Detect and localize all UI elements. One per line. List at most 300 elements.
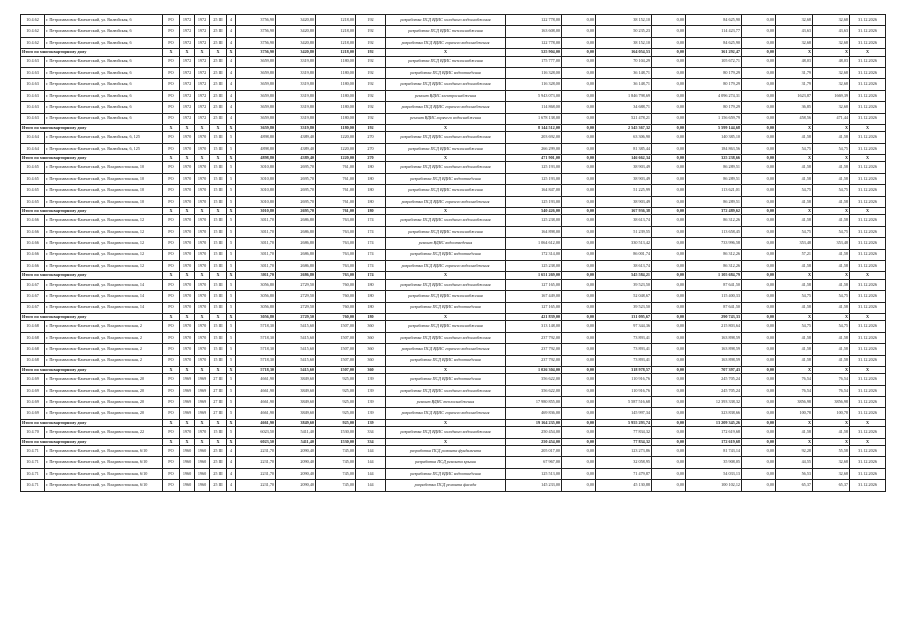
- nonliving-area-cell: 1220,00: [316, 132, 356, 143]
- municipal-cost-cell: 0,00: [652, 313, 686, 320]
- row-number-cell: 10.4.67: [21, 291, 45, 302]
- residents-cell: 192: [356, 56, 386, 67]
- wear-rating-cell: 25 III: [210, 113, 227, 124]
- max-unit-cost-cell: 32,68: [813, 37, 850, 48]
- max-unit-cost-cell: 76,54: [813, 385, 850, 396]
- living-area-cell: 3420,80: [276, 49, 316, 56]
- regional-cost-cell: 2 545 367,32: [596, 124, 652, 131]
- regional-cost-cell: 81 385,44: [596, 143, 652, 154]
- row-number-cell: 10.4.66: [21, 238, 45, 249]
- other-cost-cell: 0,00: [742, 291, 776, 302]
- total-cost-cell: 125 193,00: [506, 173, 562, 184]
- unit-cost-cell: 32,68: [776, 37, 813, 48]
- deadline-cell: 31.12.2026: [850, 132, 886, 143]
- unit-cost-cell: 54,75: [776, 321, 813, 332]
- nonliving-area-cell: 763,00: [316, 272, 356, 279]
- wear-rating-cell: 15 III: [210, 249, 227, 260]
- floors-cell: 5: [227, 162, 236, 173]
- fund-cost-cell: 0,00: [562, 215, 596, 226]
- region-code-cell: РО: [163, 132, 180, 143]
- nonliving-area-cell: 1507,00: [316, 366, 356, 373]
- owners-cost-cell: 84 625,90: [686, 37, 742, 48]
- living-area-cell: 3849,60: [276, 374, 316, 385]
- owners-cost-cell: 1 156 659,79: [686, 113, 742, 124]
- nonliving-area-cell: 925,00: [316, 408, 356, 419]
- living-area-cell: 2686,80: [276, 260, 316, 271]
- year-commissioned-cell: 1970: [195, 173, 210, 184]
- total-cost-cell: 237 792,00: [506, 355, 562, 366]
- deadline-cell: 31.12.2026: [850, 185, 886, 196]
- residents-cell: 174: [356, 260, 386, 271]
- table-row: [21, 56, 886, 67]
- wear-rating-cell: 15 III: [210, 302, 227, 313]
- max-unit-cost-cell: 54,75: [813, 185, 850, 196]
- regional-cost-cell: 167 936,38: [596, 208, 652, 215]
- unit-cost-cell: X: [776, 272, 813, 279]
- region-code-cell: РО: [163, 355, 180, 366]
- other-cost-cell: 0,00: [742, 79, 776, 90]
- owners-cost-cell: 172 619,68: [686, 438, 742, 445]
- region-code-cell: РО: [163, 185, 180, 196]
- wear-rating-cell: 25 III: [210, 457, 227, 468]
- max-unit-cost-cell: 32,68: [813, 102, 850, 113]
- total-area-cell: 3010,80: [236, 173, 276, 184]
- regional-cost-cell: 63 306,90: [596, 132, 652, 143]
- year-commissioned-cell: 1960: [195, 468, 210, 479]
- region-code-cell: РО: [163, 113, 180, 124]
- residents-cell: 334: [356, 438, 386, 445]
- address-cell: г. Петропавловск-Камчатский, ул. Владивостокская, 12: [45, 260, 163, 271]
- work-type-cell: ремонт ВДИС электроснабжения: [386, 90, 506, 101]
- total-area-cell: 3011,70: [236, 272, 276, 279]
- owners-cost-cell: 86 312,26: [686, 260, 742, 271]
- work-type-cell: разработка ПСД ВДИС теплоснабжения: [386, 321, 506, 332]
- address-cell: г. Петропавловск-Камчатский, ул. Вилюйская, 6: [45, 56, 163, 67]
- residents-cell: 174: [356, 215, 386, 226]
- year-built-cell: 1972: [180, 15, 195, 26]
- deadline-cell: 31.12.2026: [850, 302, 886, 313]
- other-cost-cell: 0,00: [742, 408, 776, 419]
- municipal-cost-cell: 0,00: [652, 260, 686, 271]
- unit-cost-cell: 44,55: [776, 457, 813, 468]
- nonliving-area-cell: 1220,00: [316, 143, 356, 154]
- living-area-cell: 2729,50: [276, 313, 316, 320]
- max-unit-cost-cell: X: [813, 272, 850, 279]
- table-row: [21, 332, 886, 343]
- year-commissioned-cell: 1960: [195, 480, 210, 491]
- other-cost-cell: 0,00: [742, 468, 776, 479]
- row-number-cell: 10.4.63: [21, 113, 45, 124]
- row-number-cell: 10.4.66: [21, 215, 45, 226]
- fund-cost-cell: 0,00: [562, 408, 596, 419]
- year-built-cell: 1970: [180, 279, 195, 290]
- region-code-cell: РО: [163, 37, 180, 48]
- table-row: [21, 102, 886, 113]
- deadline-cell: 31.12.2026: [850, 355, 886, 366]
- municipal-cost-cell: 0,00: [652, 208, 686, 215]
- table-row: [21, 113, 886, 124]
- deadline-cell: 31.12.2026: [850, 162, 886, 173]
- owners-cost-cell: 5 599 144,68: [686, 124, 742, 131]
- living-area-cell: 4389,40: [276, 155, 316, 162]
- other-cost-cell: 0,00: [742, 313, 776, 320]
- year-commissioned-cell: X: [195, 313, 210, 320]
- year-commissioned-cell: 1970: [195, 162, 210, 173]
- residents-cell: 174: [356, 226, 386, 237]
- floors-cell: 4: [227, 102, 236, 113]
- municipal-cost-cell: 0,00: [652, 302, 686, 313]
- total-cost-cell: 469 836,00: [506, 408, 562, 419]
- total-cost-cell: 122 778,00: [506, 15, 562, 26]
- floors-cell: 5: [227, 374, 236, 385]
- max-unit-cost-cell: 3856,98: [813, 397, 850, 408]
- nonliving-area-cell: 1180,00: [316, 79, 356, 90]
- fund-cost-cell: 0,00: [562, 344, 596, 355]
- row-number-cell: 10.4.66: [21, 226, 45, 237]
- floors-cell: 5: [227, 408, 236, 419]
- other-cost-cell: 0,00: [742, 113, 776, 124]
- floors-cell: X: [227, 366, 236, 373]
- floors-cell: 4: [227, 446, 236, 457]
- regional-cost-cell: 145 997,34: [596, 408, 652, 419]
- living-area-cell: 3319,80: [276, 113, 316, 124]
- municipal-cost-cell: 0,00: [652, 321, 686, 332]
- work-type-cell: ремонт ВДИС горячего водоснабжения: [386, 113, 506, 124]
- table-row: [21, 408, 886, 419]
- year-built-cell: 1960: [180, 480, 195, 491]
- wear-rating-cell: 15 III: [210, 344, 227, 355]
- address-cell: г. Петропавловск-Камчатский, ул. Владивостокская, 12: [45, 215, 163, 226]
- owners-cost-cell: 13 209 345,26: [686, 419, 742, 426]
- regional-cost-cell: 38 903,49: [596, 162, 652, 173]
- year-commissioned-cell: X: [195, 272, 210, 279]
- max-unit-cost-cell: 54,75: [813, 291, 850, 302]
- address-cell: г. Петропавловск-Камчатский, ул. Владивостокская, 20: [45, 408, 163, 419]
- floors-cell: 5: [227, 332, 236, 343]
- address-cell: г. Петропавловск-Камчатский, ул. Владивостокская, 6/10: [45, 480, 163, 491]
- other-cost-cell: 0,00: [742, 397, 776, 408]
- year-commissioned-cell: 1970: [195, 249, 210, 260]
- municipal-cost-cell: 0,00: [652, 37, 686, 48]
- total-area-cell: 3011,70: [236, 226, 276, 237]
- max-unit-cost-cell: 41,58: [813, 173, 850, 184]
- total-area-cell: 5718,30: [236, 355, 276, 366]
- fund-cost-cell: 0,00: [562, 56, 596, 67]
- owners-cost-cell: 115 400,33: [686, 291, 742, 302]
- floors-cell: 5: [227, 173, 236, 184]
- regional-cost-cell: 131 095,67: [596, 313, 652, 320]
- table-body: [21, 15, 886, 492]
- max-unit-cost-cell: 41,58: [813, 427, 850, 438]
- subtotal-row: [21, 208, 886, 215]
- wear-rating-cell: X: [210, 155, 227, 162]
- other-cost-cell: 0,00: [742, 249, 776, 260]
- address-cell: г. Петропавловск-Камчатский, ул. Владивостокская, 2: [45, 321, 163, 332]
- total-cost-cell: 8 144 512,00: [506, 124, 562, 131]
- table-row: [21, 185, 886, 196]
- year-commissioned-cell: 1972: [195, 102, 210, 113]
- deadline-cell: 31.12.2026: [850, 215, 886, 226]
- other-cost-cell: 0,00: [742, 321, 776, 332]
- living-area-cell: 2090,40: [276, 457, 316, 468]
- fund-cost-cell: 0,00: [562, 302, 596, 313]
- total-cost-cell: 164 847,00: [506, 185, 562, 196]
- region-code-cell: РО: [163, 90, 180, 101]
- deadline-cell: 31.12.2026: [850, 56, 886, 67]
- living-area-cell: 2695,70: [276, 185, 316, 196]
- total-cost-cell: 525 904,00: [506, 49, 562, 56]
- nonliving-area-cell: 761,00: [316, 208, 356, 215]
- municipal-cost-cell: 0,00: [652, 366, 686, 373]
- owners-cost-cell: 80 179,29: [686, 67, 742, 78]
- wear-rating-cell: 25 III: [210, 26, 227, 37]
- total-area-cell: 4661,90: [236, 419, 276, 426]
- address-cell: г. Петропавловск-Камчатский, ул. Владивостокская, 12: [45, 249, 163, 260]
- municipal-cost-cell: 0,00: [652, 468, 686, 479]
- total-cost-cell: 167 449,00: [506, 291, 562, 302]
- residents-cell: 192: [356, 26, 386, 37]
- max-unit-cost-cell: X: [813, 208, 850, 215]
- year-built-cell: 1960: [180, 468, 195, 479]
- floors-cell: 4: [227, 113, 236, 124]
- row-number-cell: 10.4.68: [21, 332, 45, 343]
- total-cost-cell: 172 314,00: [506, 249, 562, 260]
- residents-cell: 144: [356, 468, 386, 479]
- total-area-cell: 3056,80: [236, 313, 276, 320]
- owners-cost-cell: 163 898,59: [686, 332, 742, 343]
- year-commissioned-cell: 1970: [195, 226, 210, 237]
- year-commissioned-cell: X: [195, 124, 210, 131]
- work-type-cell: ремонт ВДИС водоотведения: [386, 238, 506, 249]
- unit-cost-cell: 48,03: [776, 56, 813, 67]
- other-cost-cell: 0,00: [742, 366, 776, 373]
- municipal-cost-cell: 0,00: [652, 457, 686, 468]
- year-built-cell: 1970: [180, 143, 195, 154]
- subtotal-label: Итого по многоквартирному дому: [21, 155, 163, 162]
- fund-cost-cell: 0,00: [562, 272, 596, 279]
- subtotal-label: Итого по многоквартирному дому: [21, 313, 163, 320]
- deadline-cell: X: [850, 155, 886, 162]
- owners-cost-cell: 290 743,33: [686, 313, 742, 320]
- residents-cell: 139: [356, 408, 386, 419]
- region-code-cell: РО: [163, 468, 180, 479]
- subtotal-row: [21, 366, 886, 373]
- living-area-cell: 2695,70: [276, 162, 316, 173]
- floors-cell: X: [227, 419, 236, 426]
- year-commissioned-cell: 1970: [195, 321, 210, 332]
- wear-rating-cell: 15 III: [210, 226, 227, 237]
- owners-cost-cell: 81 743,14: [686, 446, 742, 457]
- work-type-cell: разработка ПСД ВДИС горячего водоснабжения: [386, 37, 506, 48]
- residents-cell: 180: [356, 162, 386, 173]
- region-code-cell: РО: [163, 408, 180, 419]
- owners-cost-cell: 372 489,62: [686, 208, 742, 215]
- unit-cost-cell: 54,75: [776, 185, 813, 196]
- region-code-cell: РО: [163, 291, 180, 302]
- subtotal-label: Итого по многоквартирному дому: [21, 366, 163, 373]
- regional-cost-cell: 123 273,86: [596, 446, 652, 457]
- deadline-cell: 31.12.2026: [850, 196, 886, 207]
- wear-rating-cell: 15 III: [210, 260, 227, 271]
- fund-cost-cell: 0,00: [562, 438, 596, 445]
- total-area-cell: 3010,80: [236, 196, 276, 207]
- regional-cost-cell: 36 148,71: [596, 67, 652, 78]
- max-unit-cost-cell: 54,75: [813, 321, 850, 332]
- municipal-cost-cell: 0,00: [652, 408, 686, 419]
- other-cost-cell: 0,00: [742, 438, 776, 445]
- max-unit-cost-cell: 43,63: [813, 26, 850, 37]
- wear-rating-cell: 15 III: [210, 215, 227, 226]
- work-type-cell: разработка ПСД ВДИС горячего водоснабжения: [386, 196, 506, 207]
- wear-rating-cell: X: [210, 438, 227, 445]
- total-cost-cell: 163 608,00: [506, 26, 562, 37]
- max-unit-cost-cell: 76,54: [813, 374, 850, 385]
- residents-cell: 180: [356, 313, 386, 320]
- address-cell: г. Петропавловск-Камчатский, ул. Владивостокская, 10: [45, 162, 163, 173]
- municipal-cost-cell: 0,00: [652, 196, 686, 207]
- address-cell: г. Петропавловск-Камчатский, ул. Владивостокская, 20: [45, 374, 163, 385]
- address-cell: г. Петропавловск-Камчатский, ул. Вилюйская, 6: [45, 15, 163, 26]
- wear-rating-cell: 15 III: [210, 185, 227, 196]
- year-commissioned-cell: 1970: [195, 344, 210, 355]
- municipal-cost-cell: 0,00: [652, 185, 686, 196]
- unit-cost-cell: 54,75: [776, 143, 813, 154]
- deadline-cell: 31.12.2026: [850, 249, 886, 260]
- unit-cost-cell: 31,79: [776, 67, 813, 78]
- total-cost-cell: 116 328,00: [506, 67, 562, 78]
- row-number-cell: 10.4.71: [21, 457, 45, 468]
- unit-cost-cell: 353,48: [776, 238, 813, 249]
- total-area-cell: 3756,90: [236, 37, 276, 48]
- year-commissioned-cell: 1969: [195, 408, 210, 419]
- work-type-cell: разработка ПСД ремонта фундамента: [386, 446, 506, 457]
- work-type-cell: разработка ПСД ВДИС холодного водоснабжения: [386, 279, 506, 290]
- regional-cost-cell: 97 344,36: [596, 321, 652, 332]
- total-area-cell: 6023,50: [236, 427, 276, 438]
- wear-rating-cell: X: [210, 124, 227, 131]
- other-cost-cell: 0,00: [742, 385, 776, 396]
- floors-cell: 5: [227, 185, 236, 196]
- unit-cost-cell: 41,58: [776, 279, 813, 290]
- unit-cost-cell: 3856,98: [776, 397, 813, 408]
- living-area-cell: 2695,70: [276, 173, 316, 184]
- regional-cost-cell: 32 058,95: [596, 457, 652, 468]
- floors-cell: 5: [227, 302, 236, 313]
- work-type-cell: разработка ПСД ВДИС холодного водоснабжения: [386, 132, 506, 143]
- living-area-cell: 3420,80: [276, 26, 316, 37]
- year-built-cell: 1970: [180, 260, 195, 271]
- total-area-cell: 3056,80: [236, 302, 276, 313]
- total-area-cell: 3659,80: [236, 67, 276, 78]
- table-row: [21, 143, 886, 154]
- year-built-cell: 1970: [180, 332, 195, 343]
- wear-rating-cell: 15 III: [210, 173, 227, 184]
- unit-cost-cell: 41,58: [776, 215, 813, 226]
- row-number-cell: 10.4.69: [21, 397, 45, 408]
- other-cost-cell: 0,00: [742, 427, 776, 438]
- nonliving-area-cell: 763,00: [316, 260, 356, 271]
- total-area-cell: 4898,80: [236, 155, 276, 162]
- max-unit-cost-cell: 65,37: [813, 480, 850, 491]
- nonliving-area-cell: 1218,00: [316, 49, 356, 56]
- owners-cost-cell: 163 898,59: [686, 355, 742, 366]
- subtotal-label: Итого по многоквартирному дому: [21, 419, 163, 426]
- residents-cell: 192: [356, 67, 386, 78]
- owners-cost-cell: 54 033,13: [686, 468, 742, 479]
- municipal-cost-cell: 0,00: [652, 226, 686, 237]
- wear-rating-cell: X: [210, 49, 227, 56]
- table-row: [21, 427, 886, 438]
- total-area-cell: 3010,80: [236, 162, 276, 173]
- row-number-cell: 10.4.62: [21, 15, 45, 26]
- floors-cell: 5: [227, 355, 236, 366]
- year-commissioned-cell: 1972: [195, 79, 210, 90]
- other-cost-cell: 0,00: [742, 185, 776, 196]
- fund-cost-cell: 0,00: [562, 67, 596, 78]
- max-unit-cost-cell: X: [813, 438, 850, 445]
- total-cost-cell: 313 148,00: [506, 321, 562, 332]
- year-built-cell: 1969: [180, 397, 195, 408]
- total-cost-cell: 67 967,00: [506, 457, 562, 468]
- nonliving-area-cell: 1180,00: [316, 102, 356, 113]
- floors-cell: 5: [227, 279, 236, 290]
- max-unit-cost-cell: 41,58: [813, 332, 850, 343]
- year-built-cell: X: [180, 49, 195, 56]
- living-area-cell: 3319,80: [276, 67, 316, 78]
- deadline-cell: X: [850, 366, 886, 373]
- row-number-cell: 10.4.65: [21, 196, 45, 207]
- unit-cost-cell: X: [776, 208, 813, 215]
- nonliving-area-cell: 1507,00: [316, 321, 356, 332]
- living-area-cell: 3319,80: [276, 124, 316, 131]
- living-area-cell: 2090,40: [276, 480, 316, 491]
- year-commissioned-cell: 1970: [195, 132, 210, 143]
- work-type-cell: разработка ПСД ВДИС теплоснабжения: [386, 56, 506, 67]
- deadline-cell: 31.12.2026: [850, 143, 886, 154]
- year-commissioned-cell: 1970: [195, 215, 210, 226]
- table-row: [21, 302, 886, 313]
- region-code-cell: РО: [163, 67, 180, 78]
- year-built-cell: 1970: [180, 427, 195, 438]
- unit-cost-cell: 458,56: [776, 113, 813, 124]
- row-number-cell: 10.4.66: [21, 249, 45, 260]
- total-area-cell: 3010,80: [236, 185, 276, 196]
- year-built-cell: 1972: [180, 90, 195, 101]
- regional-cost-cell: 146 662,34: [596, 155, 652, 162]
- row-number-cell: 10.4.62: [21, 37, 45, 48]
- living-area-cell: 5411,40: [276, 427, 316, 438]
- residents-cell: 192: [356, 90, 386, 101]
- owners-cost-cell: 86 289,51: [686, 162, 742, 173]
- wear-rating-cell: X: [210, 419, 227, 426]
- other-cost-cell: 0,00: [742, 457, 776, 468]
- max-unit-cost-cell: 1669,39: [813, 90, 850, 101]
- unit-cost-cell: 41,58: [776, 355, 813, 366]
- table-row: [21, 249, 886, 260]
- residents-cell: 139: [356, 419, 386, 426]
- address-cell: г. Петропавловск-Камчатский, ул. Владивостокская, 12: [45, 226, 163, 237]
- table-row: [21, 238, 886, 249]
- municipal-cost-cell: 0,00: [652, 90, 686, 101]
- work-type-cell: X: [386, 438, 506, 445]
- regional-cost-cell: 5 587 516,68: [596, 397, 652, 408]
- region-code-cell: РО: [163, 173, 180, 184]
- total-cost-cell: 205 017,00: [506, 446, 562, 457]
- table-row: [21, 355, 886, 366]
- deadline-cell: 31.12.2026: [850, 102, 886, 113]
- residents-cell: 180: [356, 302, 386, 313]
- region-code-cell: РО: [163, 374, 180, 385]
